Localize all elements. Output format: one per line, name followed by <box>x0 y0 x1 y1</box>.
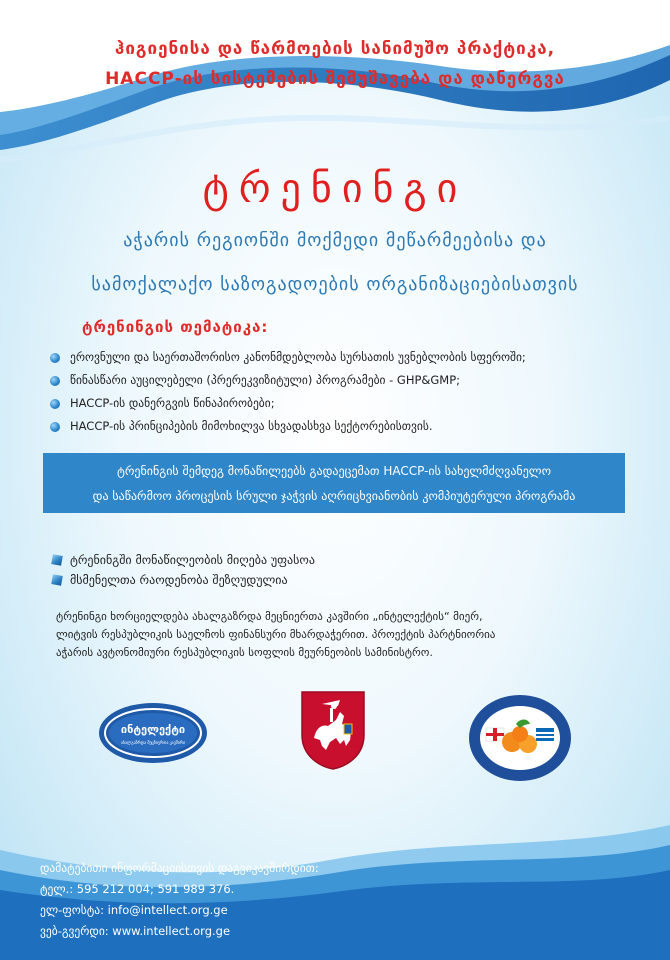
project-info <box>56 608 616 662</box>
banner-line-1: ტრენინგის შემდეგ მონაწილეებს გადაეცემათ HACCP-ის სახელმძღვანელო <box>117 464 551 478</box>
topic-text: HACCP-ის დანერგვის წინაპირობები; <box>70 396 275 410</box>
web-link[interactable]: www.intellect.org.ge <box>112 924 231 938</box>
main-title: ტრენინგი <box>202 166 468 212</box>
header-title <box>0 34 670 94</box>
header-line-2: HACCP-ის სისტემების შემუშავება და დანერგვა <box>105 69 565 89</box>
topic-text: HACCP-ის პრინციპების მიმოხილვა სხვადასხვა სექტორებისთვის. <box>70 419 433 433</box>
ministry-agriculture-logo <box>468 694 572 782</box>
topic-text: ეროვნული და საერთაშორისო კანონმდებლობა სურსათის უვნებლობის სფეროში; <box>70 350 526 364</box>
contact-heading: დამატებითი ინფორმაციისთვის დაგვიკავშირდით: <box>40 861 319 875</box>
intellect-logo-text: ინტელექტი <box>120 723 186 736</box>
topic-text: წინასწარი აუცილებელი (პრერეკვიზიტული) პროგრამები - GHP&GMP; <box>70 373 461 387</box>
bullet-icon <box>50 399 60 409</box>
contact-phone-row <box>40 879 319 900</box>
topics-list <box>50 346 526 438</box>
contact-email-row <box>40 900 319 921</box>
list-item <box>50 392 526 415</box>
list-item <box>52 550 315 570</box>
info-line-1: ტრენინგი ხორციელდება ახალგაზრდა მეცნიერთა კავშირი „ინტელექტის“ მიერ, <box>56 610 483 623</box>
info-line-2: ლიტვის რესპუბლიკის საელჩოს ფინანსური მხარდაჭერით. პროექტის პარტნიორია <box>56 628 496 641</box>
bullet-icon <box>50 353 60 363</box>
subtitle-line-1: აჭარის რეგიონში მოქმედი მეწარმეებისა და <box>123 230 547 251</box>
header-line-1: ჰიგიენისა და წარმოების სანიმუშო პრაქტიკა, <box>114 39 556 59</box>
contact-info <box>40 858 319 942</box>
intellect-logo <box>98 702 208 764</box>
email-link[interactable]: info@intellect.org.ge <box>107 903 228 917</box>
partner-logos <box>0 690 670 790</box>
phone-value[interactable]: 595 212 004; 591 989 376. <box>76 882 235 896</box>
lithuania-coat-of-arms-icon <box>300 690 366 770</box>
intellect-logo-subtext: ახალგაზრდა მეცნიერთა კავშირი <box>120 740 186 745</box>
square-bullet-icon <box>51 554 63 566</box>
note-text: ტრენინგში მონაწილეობის მიღება უფასოა <box>70 553 315 567</box>
subtitle-line-2: სამოქალაქო საზოგადოების ორგანიზაციებისათვის <box>91 274 579 295</box>
phone-label: ტელ.: <box>40 882 74 896</box>
contact-web-row <box>40 921 319 942</box>
topics-heading: ტრენინგის თემატიკა: <box>82 318 269 336</box>
list-item <box>52 570 315 590</box>
notes-list <box>52 550 315 590</box>
info-banner <box>43 453 625 513</box>
square-bullet-icon <box>51 574 63 586</box>
web-label: ვებ-გვერდი: <box>40 924 109 938</box>
info-line-3: აჭარის ავტონომიური რესპუბლიკის სოფლის მეურნეობის სამინისტრო. <box>56 646 433 659</box>
bullet-icon <box>50 422 60 432</box>
bullet-icon <box>50 376 60 386</box>
note-text: მსმენელთა რაოდენობა შეზღუდულია <box>70 573 288 587</box>
email-label: ელ-ფოსტა: <box>40 903 105 917</box>
banner-line-2: და საწარმოო პროცესის სრული ჯაჭვის აღრიცხვიანობის კომპიუტერული პროგრამა <box>92 489 576 503</box>
list-item <box>50 415 526 438</box>
list-item <box>50 369 526 392</box>
list-item <box>50 346 526 369</box>
